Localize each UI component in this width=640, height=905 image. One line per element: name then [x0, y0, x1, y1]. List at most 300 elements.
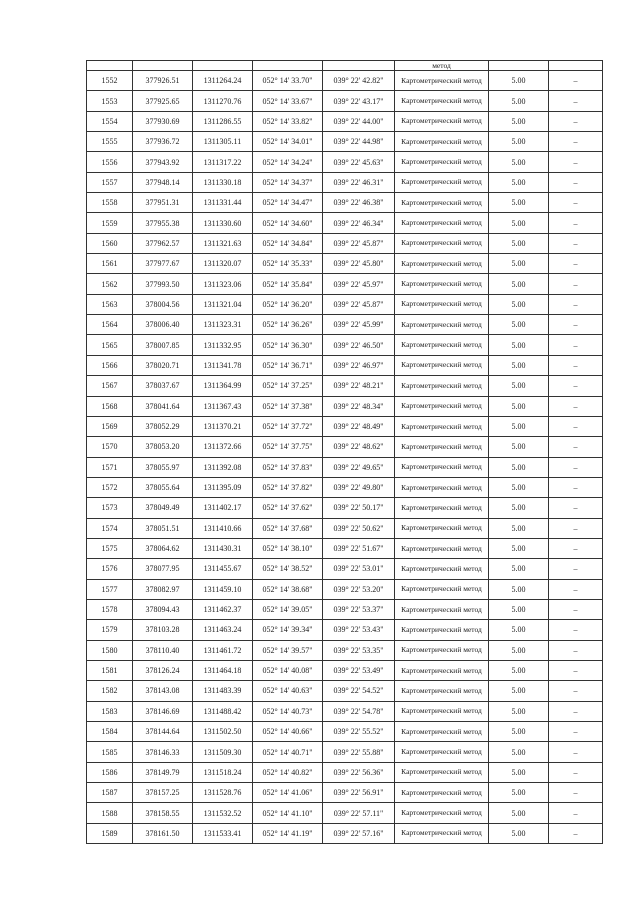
cell-latitude: 052° 14' 40.82": [253, 762, 323, 782]
table-row: [87, 172, 603, 192]
cell-method: Картометрический метод: [395, 132, 489, 152]
cell-note: –: [549, 71, 603, 91]
cell-method: Картометрический метод: [395, 579, 489, 599]
cell-latitude: 052° 14' 37.62": [253, 498, 323, 518]
cell-note: –: [549, 111, 603, 131]
cell-point-number: 1559: [87, 213, 133, 233]
cell-method: Картометрический метод: [395, 701, 489, 721]
table-row: [87, 762, 603, 782]
cell-longitude: 039° 22' 53.20": [323, 579, 395, 599]
table-row: [87, 538, 603, 558]
cell-longitude: 039° 22' 44.98": [323, 132, 395, 152]
cell-accuracy: 5.00: [489, 416, 549, 436]
cell-accuracy: 5.00: [489, 132, 549, 152]
cell-y-coordinate: 1311455.67: [193, 559, 253, 579]
cell-x-coordinate: 378077.95: [133, 559, 193, 579]
cell-method: Картометрический метод: [395, 172, 489, 192]
cell-note: –: [549, 396, 603, 416]
cell-note: –: [549, 254, 603, 274]
cell-y-coordinate: 1311463.24: [193, 620, 253, 640]
cell-empty: [253, 61, 323, 71]
cell-latitude: 052° 14' 34.47": [253, 193, 323, 213]
cell-latitude: 052° 14' 41.19": [253, 823, 323, 843]
cell-y-coordinate: 1311533.41: [193, 823, 253, 843]
table-row: [87, 498, 603, 518]
cell-accuracy: 5.00: [489, 498, 549, 518]
cell-method: Картометрический метод: [395, 722, 489, 742]
cell-note: –: [549, 742, 603, 762]
cell-y-coordinate: 1311330.60: [193, 213, 253, 233]
cell-latitude: 052° 14' 33.67": [253, 91, 323, 111]
cell-point-number: 1562: [87, 274, 133, 294]
cell-point-number: 1566: [87, 355, 133, 375]
cell-method: Картометрический метод: [395, 254, 489, 274]
cell-x-coordinate: 378055.97: [133, 457, 193, 477]
cell-x-coordinate: 378020.71: [133, 355, 193, 375]
cell-y-coordinate: 1311370.21: [193, 416, 253, 436]
cell-note: –: [549, 457, 603, 477]
cell-y-coordinate: 1311341.78: [193, 355, 253, 375]
cell-longitude: 039° 22' 53.43": [323, 620, 395, 640]
cell-y-coordinate: 1311402.17: [193, 498, 253, 518]
cell-point-number: 1584: [87, 722, 133, 742]
cell-method: Картометрический метод: [395, 498, 489, 518]
cell-latitude: 052° 14' 39.05": [253, 599, 323, 619]
cell-y-coordinate: 1311483.39: [193, 681, 253, 701]
cell-point-number: 1558: [87, 193, 133, 213]
cell-note: –: [549, 701, 603, 721]
cell-accuracy: 5.00: [489, 579, 549, 599]
cell-accuracy: 5.00: [489, 783, 549, 803]
cell-point-number: 1569: [87, 416, 133, 436]
cell-x-coordinate: 378094.43: [133, 599, 193, 619]
cell-longitude: 039° 22' 45.87": [323, 294, 395, 314]
cell-accuracy: 5.00: [489, 518, 549, 538]
cell-accuracy: 5.00: [489, 742, 549, 762]
cell-y-coordinate: 1311532.52: [193, 803, 253, 823]
cell-note: –: [549, 660, 603, 680]
cell-x-coordinate: 378051.51: [133, 518, 193, 538]
cell-note: –: [549, 376, 603, 396]
cell-note: –: [549, 803, 603, 823]
table-row: [87, 701, 603, 721]
cell-y-coordinate: 1311364.99: [193, 376, 253, 396]
cell-point-number: 1588: [87, 803, 133, 823]
cell-x-coordinate: 378158.55: [133, 803, 193, 823]
cell-note: –: [549, 172, 603, 192]
cell-method: Картометрический метод: [395, 660, 489, 680]
table-row: [87, 579, 603, 599]
cell-point-number: 1579: [87, 620, 133, 640]
cell-x-coordinate: 377955.38: [133, 213, 193, 233]
cell-longitude: 039° 22' 53.35": [323, 640, 395, 660]
cell-note: –: [549, 437, 603, 457]
cell-x-coordinate: 377926.51: [133, 71, 193, 91]
cell-point-number: 1572: [87, 477, 133, 497]
cell-longitude: 039° 22' 46.50": [323, 335, 395, 355]
cell-latitude: 052° 14' 37.83": [253, 457, 323, 477]
cell-longitude: 039° 22' 48.21": [323, 376, 395, 396]
table-row: [87, 599, 603, 619]
cell-method: Картометрический метод: [395, 294, 489, 314]
cell-note: –: [549, 640, 603, 660]
table-row: [87, 803, 603, 823]
cell-y-coordinate: 1311321.04: [193, 294, 253, 314]
cell-x-coordinate: 378103.28: [133, 620, 193, 640]
table-row: [87, 437, 603, 457]
cell-method: Картометрический метод: [395, 315, 489, 335]
cell-method: Картометрический метод: [395, 803, 489, 823]
cell-latitude: 052° 14' 34.01": [253, 132, 323, 152]
cell-longitude: 039° 22' 45.87": [323, 233, 395, 253]
cell-x-coordinate: 377977.67: [133, 254, 193, 274]
cell-accuracy: 5.00: [489, 213, 549, 233]
table-row: [87, 477, 603, 497]
cell-method: Картометрический метод: [395, 742, 489, 762]
table-row: [87, 518, 603, 538]
cell-y-coordinate: 1311323.31: [193, 315, 253, 335]
cell-accuracy: 5.00: [489, 294, 549, 314]
cell-longitude: 039° 22' 53.01": [323, 559, 395, 579]
cell-y-coordinate: 1311323.06: [193, 274, 253, 294]
cell-latitude: 052° 14' 34.84": [253, 233, 323, 253]
cell-latitude: 052° 14' 37.25": [253, 376, 323, 396]
cell-method: Картометрический метод: [395, 538, 489, 558]
cell-longitude: 039° 22' 45.63": [323, 152, 395, 172]
cell-x-coordinate: 377943.92: [133, 152, 193, 172]
cell-note: –: [549, 274, 603, 294]
cell-accuracy: 5.00: [489, 538, 549, 558]
cell-note: –: [549, 599, 603, 619]
cell-accuracy: 5.00: [489, 91, 549, 111]
cell-point-number: 1581: [87, 660, 133, 680]
table-row: [87, 742, 603, 762]
cell-accuracy: 5.00: [489, 722, 549, 742]
cell-y-coordinate: 1311528.76: [193, 783, 253, 803]
cell-latitude: 052° 14' 37.72": [253, 416, 323, 436]
cell-empty: [489, 61, 549, 71]
cell-x-coordinate: 378053.20: [133, 437, 193, 457]
cell-longitude: 039° 22' 56.36": [323, 762, 395, 782]
cell-x-coordinate: 378055.64: [133, 477, 193, 497]
cell-point-number: 1580: [87, 640, 133, 660]
cell-note: –: [549, 722, 603, 742]
table-row: [87, 274, 603, 294]
cell-point-number: 1553: [87, 91, 133, 111]
table-row: [87, 640, 603, 660]
cell-method: Картометрический метод: [395, 681, 489, 701]
cell-point-number: 1567: [87, 376, 133, 396]
cell-point-number: 1573: [87, 498, 133, 518]
cell-method: Картометрический метод: [395, 396, 489, 416]
cell-note: –: [549, 315, 603, 335]
cell-note: –: [549, 91, 603, 111]
cell-note: –: [549, 335, 603, 355]
cell-note: –: [549, 498, 603, 518]
cell-latitude: 052° 14' 35.33": [253, 254, 323, 274]
cell-longitude: 039° 22' 46.38": [323, 193, 395, 213]
cell-accuracy: 5.00: [489, 355, 549, 375]
cell-accuracy: 5.00: [489, 315, 549, 335]
cell-latitude: 052° 14' 39.57": [253, 640, 323, 660]
cell-accuracy: 5.00: [489, 823, 549, 843]
cell-empty: [133, 61, 193, 71]
cell-y-coordinate: 1311372.66: [193, 437, 253, 457]
cell-point-number: 1570: [87, 437, 133, 457]
cell-latitude: 052° 14' 41.06": [253, 783, 323, 803]
cell-point-number: 1560: [87, 233, 133, 253]
cell-method: Картометрический метод: [395, 152, 489, 172]
cell-point-number: 1589: [87, 823, 133, 843]
cell-note: –: [549, 477, 603, 497]
cell-point-number: 1578: [87, 599, 133, 619]
cell-latitude: 052° 14' 33.70": [253, 71, 323, 91]
cell-latitude: 052° 14' 36.71": [253, 355, 323, 375]
cell-y-coordinate: 1311459.10: [193, 579, 253, 599]
cell-accuracy: 5.00: [489, 274, 549, 294]
table-row: [87, 132, 603, 152]
cell-accuracy: 5.00: [489, 559, 549, 579]
cell-longitude: 039° 22' 43.17": [323, 91, 395, 111]
table-row: [87, 416, 603, 436]
cell-method: Картометрический метод: [395, 213, 489, 233]
cell-x-coordinate: 378049.49: [133, 498, 193, 518]
cell-x-coordinate: 377951.31: [133, 193, 193, 213]
cell-accuracy: 5.00: [489, 254, 549, 274]
cell-longitude: 039° 22' 42.82": [323, 71, 395, 91]
coordinates-table: [86, 60, 603, 844]
cell-latitude: 052° 14' 36.26": [253, 315, 323, 335]
cell-longitude: 039° 22' 46.97": [323, 355, 395, 375]
cell-longitude: 039° 22' 49.80": [323, 477, 395, 497]
cell-x-coordinate: 378144.64: [133, 722, 193, 742]
cell-point-number: 1556: [87, 152, 133, 172]
cell-x-coordinate: 378037.67: [133, 376, 193, 396]
cell-latitude: 052° 14' 38.52": [253, 559, 323, 579]
cell-point-number: 1587: [87, 783, 133, 803]
table-row: [87, 722, 603, 742]
table-row: [87, 213, 603, 233]
cell-method: Картометрический метод: [395, 91, 489, 111]
table-row: [87, 193, 603, 213]
cell-note: –: [549, 132, 603, 152]
cell-y-coordinate: 1311305.11: [193, 132, 253, 152]
cell-empty: [323, 61, 395, 71]
cell-y-coordinate: 1311332.95: [193, 335, 253, 355]
cell-x-coordinate: 378126.24: [133, 660, 193, 680]
cell-latitude: 052° 14' 37.75": [253, 437, 323, 457]
cell-x-coordinate: 378146.33: [133, 742, 193, 762]
cell-accuracy: 5.00: [489, 437, 549, 457]
cell-longitude: 039° 22' 54.78": [323, 701, 395, 721]
cell-latitude: 052° 14' 39.34": [253, 620, 323, 640]
cell-latitude: 052° 14' 34.60": [253, 213, 323, 233]
cell-point-number: 1564: [87, 315, 133, 335]
cell-method-fragment: метод: [395, 61, 489, 71]
cell-method: Картометрический метод: [395, 783, 489, 803]
cell-accuracy: 5.00: [489, 152, 549, 172]
cell-x-coordinate: 378161.50: [133, 823, 193, 843]
cell-y-coordinate: 1311331.44: [193, 193, 253, 213]
cell-y-coordinate: 1311395.09: [193, 477, 253, 497]
cell-latitude: 052° 14' 40.08": [253, 660, 323, 680]
table-row: [87, 111, 603, 131]
cell-x-coordinate: 378082.97: [133, 579, 193, 599]
cell-x-coordinate: 377936.72: [133, 132, 193, 152]
cell-empty: [87, 61, 133, 71]
cell-x-coordinate: 378041.64: [133, 396, 193, 416]
cell-point-number: 1557: [87, 172, 133, 192]
cell-method: Картометрический метод: [395, 274, 489, 294]
cell-longitude: 039° 22' 48.62": [323, 437, 395, 457]
cell-x-coordinate: 378149.79: [133, 762, 193, 782]
cell-y-coordinate: 1311461.72: [193, 640, 253, 660]
cell-empty: [193, 61, 253, 71]
table-row: [87, 91, 603, 111]
cell-note: –: [549, 559, 603, 579]
cell-point-number: 1574: [87, 518, 133, 538]
cell-note: –: [549, 518, 603, 538]
cell-y-coordinate: 1311488.42: [193, 701, 253, 721]
cell-method: Картометрический метод: [395, 416, 489, 436]
cell-accuracy: 5.00: [489, 111, 549, 131]
cell-longitude: 039° 22' 46.34": [323, 213, 395, 233]
cell-accuracy: 5.00: [489, 172, 549, 192]
cell-y-coordinate: 1311264.24: [193, 71, 253, 91]
cell-point-number: 1555: [87, 132, 133, 152]
cell-longitude: 039° 22' 45.80": [323, 254, 395, 274]
cell-note: –: [549, 152, 603, 172]
cell-accuracy: 5.00: [489, 681, 549, 701]
table-row: [87, 152, 603, 172]
cell-accuracy: 5.00: [489, 457, 549, 477]
cell-y-coordinate: 1311464.18: [193, 660, 253, 680]
cell-accuracy: 5.00: [489, 71, 549, 91]
cell-point-number: 1577: [87, 579, 133, 599]
cell-longitude: 039° 22' 56.91": [323, 783, 395, 803]
cell-longitude: 039° 22' 54.52": [323, 681, 395, 701]
cell-note: –: [549, 416, 603, 436]
cell-y-coordinate: 1311502.50: [193, 722, 253, 742]
cell-longitude: 039° 22' 55.52": [323, 722, 395, 742]
cell-accuracy: 5.00: [489, 701, 549, 721]
cell-latitude: 052° 14' 34.24": [253, 152, 323, 172]
table-row: [87, 376, 603, 396]
table-row: [87, 396, 603, 416]
cell-point-number: 1552: [87, 71, 133, 91]
cell-accuracy: 5.00: [489, 396, 549, 416]
cell-x-coordinate: 377930.69: [133, 111, 193, 131]
cell-method: Картометрический метод: [395, 193, 489, 213]
cell-method: Картометрический метод: [395, 233, 489, 253]
cell-y-coordinate: 1311270.76: [193, 91, 253, 111]
cell-latitude: 052° 14' 41.10": [253, 803, 323, 823]
cell-x-coordinate: 377925.65: [133, 91, 193, 111]
cell-note: –: [549, 579, 603, 599]
cell-y-coordinate: 1311410.66: [193, 518, 253, 538]
cell-empty: [549, 61, 603, 71]
cell-longitude: 039° 22' 57.16": [323, 823, 395, 843]
cell-method: Картометрический метод: [395, 518, 489, 538]
cell-point-number: 1571: [87, 457, 133, 477]
cell-latitude: 052° 14' 40.73": [253, 701, 323, 721]
cell-longitude: 039° 22' 50.17": [323, 498, 395, 518]
table-row: [87, 355, 603, 375]
cell-point-number: 1568: [87, 396, 133, 416]
cell-x-coordinate: 378006.40: [133, 315, 193, 335]
cell-latitude: 052° 14' 34.37": [253, 172, 323, 192]
cell-y-coordinate: 1311367.43: [193, 396, 253, 416]
cell-y-coordinate: 1311286.55: [193, 111, 253, 131]
cell-method: Картометрический метод: [395, 762, 489, 782]
coordinates-table-body: [87, 61, 603, 844]
cell-method: Картометрический метод: [395, 599, 489, 619]
cell-x-coordinate: 378146.69: [133, 701, 193, 721]
cell-note: –: [549, 620, 603, 640]
continued-row-fragment: [87, 61, 603, 71]
cell-x-coordinate: 378157.25: [133, 783, 193, 803]
cell-accuracy: 5.00: [489, 660, 549, 680]
cell-accuracy: 5.00: [489, 599, 549, 619]
cell-method: Картометрический метод: [395, 111, 489, 131]
cell-note: –: [549, 233, 603, 253]
cell-x-coordinate: 378052.29: [133, 416, 193, 436]
table-row: [87, 620, 603, 640]
cell-note: –: [549, 355, 603, 375]
cell-latitude: 052° 14' 35.84": [253, 274, 323, 294]
table-row: [87, 254, 603, 274]
cell-point-number: 1585: [87, 742, 133, 762]
cell-accuracy: 5.00: [489, 620, 549, 640]
cell-latitude: 052° 14' 38.68": [253, 579, 323, 599]
cell-longitude: 039° 22' 45.99": [323, 315, 395, 335]
table-row: [87, 783, 603, 803]
cell-method: Картометрический метод: [395, 355, 489, 375]
table-row: [87, 335, 603, 355]
cell-point-number: 1583: [87, 701, 133, 721]
cell-accuracy: 5.00: [489, 640, 549, 660]
cell-x-coordinate: 378143.08: [133, 681, 193, 701]
cell-y-coordinate: 1311320.07: [193, 254, 253, 274]
table-row: [87, 660, 603, 680]
cell-note: –: [549, 823, 603, 843]
cell-longitude: 039° 22' 49.65": [323, 457, 395, 477]
cell-accuracy: 5.00: [489, 376, 549, 396]
cell-longitude: 039° 22' 57.11": [323, 803, 395, 823]
cell-latitude: 052° 14' 40.63": [253, 681, 323, 701]
table-row: [87, 559, 603, 579]
cell-latitude: 052° 14' 38.10": [253, 538, 323, 558]
cell-latitude: 052° 14' 37.82": [253, 477, 323, 497]
cell-method: Картометрический метод: [395, 71, 489, 91]
cell-latitude: 052° 14' 37.38": [253, 396, 323, 416]
cell-accuracy: 5.00: [489, 193, 549, 213]
cell-longitude: 039° 22' 48.34": [323, 396, 395, 416]
cell-accuracy: 5.00: [489, 762, 549, 782]
cell-note: –: [549, 783, 603, 803]
cell-accuracy: 5.00: [489, 335, 549, 355]
cell-accuracy: 5.00: [489, 477, 549, 497]
cell-method: Картометрический метод: [395, 437, 489, 457]
cell-y-coordinate: 1311317.22: [193, 152, 253, 172]
cell-longitude: 039° 22' 55.88": [323, 742, 395, 762]
cell-y-coordinate: 1311321.63: [193, 233, 253, 253]
cell-x-coordinate: 377948.14: [133, 172, 193, 192]
cell-longitude: 039° 22' 53.37": [323, 599, 395, 619]
cell-method: Картометрический метод: [395, 376, 489, 396]
cell-x-coordinate: 378110.40: [133, 640, 193, 660]
cell-y-coordinate: 1311430.31: [193, 538, 253, 558]
